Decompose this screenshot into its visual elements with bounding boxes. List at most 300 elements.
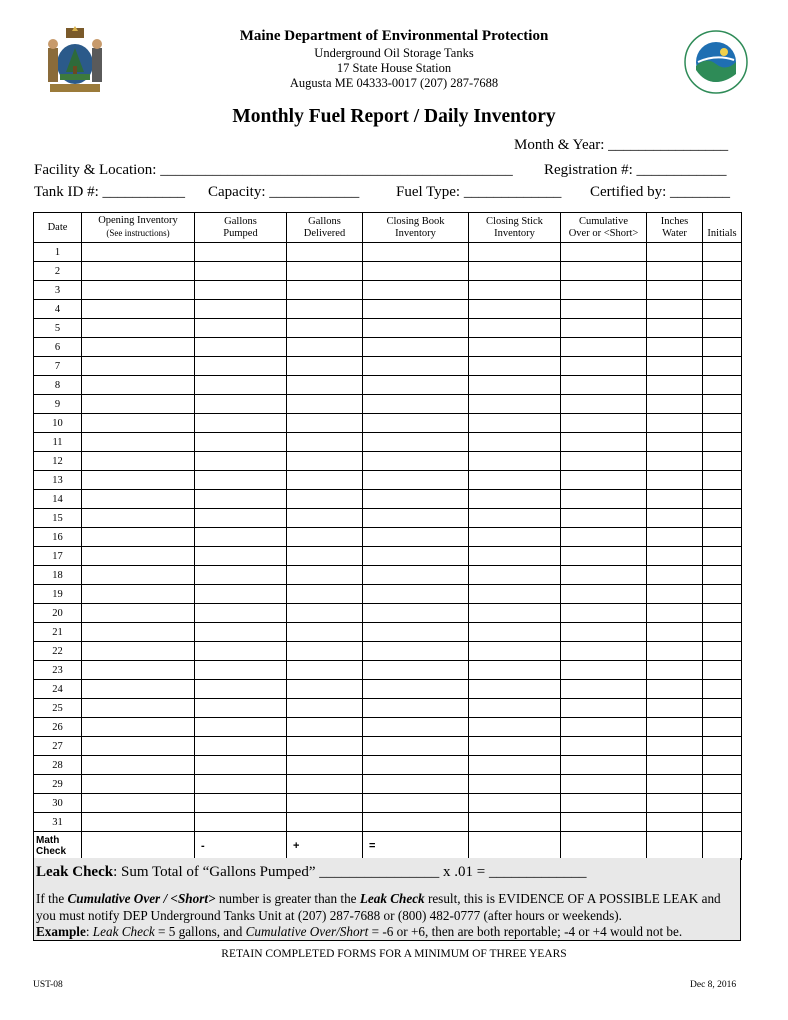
entry-cell[interactable] bbox=[195, 509, 287, 528]
entry-cell[interactable] bbox=[647, 509, 703, 528]
entry-cell[interactable] bbox=[195, 338, 287, 357]
entry-cell[interactable] bbox=[195, 794, 287, 813]
entry-cell[interactable] bbox=[469, 262, 561, 281]
entry-cell[interactable] bbox=[82, 832, 195, 860]
entry-cell[interactable] bbox=[195, 528, 287, 547]
entry-cell[interactable] bbox=[363, 585, 469, 604]
entry-cell[interactable] bbox=[703, 661, 742, 680]
entry-cell[interactable] bbox=[363, 794, 469, 813]
entry-cell[interactable] bbox=[287, 737, 363, 756]
entry-cell[interactable] bbox=[561, 490, 647, 509]
entry-cell[interactable] bbox=[363, 756, 469, 775]
entry-cell[interactable] bbox=[703, 300, 742, 319]
entry-cell[interactable] bbox=[287, 414, 363, 433]
entry-cell[interactable] bbox=[647, 604, 703, 623]
entry-cell[interactable] bbox=[469, 376, 561, 395]
entry-cell[interactable] bbox=[703, 471, 742, 490]
entry-cell[interactable] bbox=[363, 471, 469, 490]
entry-cell[interactable] bbox=[703, 585, 742, 604]
entry-cell[interactable] bbox=[363, 528, 469, 547]
entry-cell[interactable] bbox=[82, 414, 195, 433]
entry-cell[interactable] bbox=[703, 775, 742, 794]
entry-cell[interactable] bbox=[82, 319, 195, 338]
entry-cell[interactable] bbox=[287, 699, 363, 718]
entry-cell[interactable] bbox=[561, 718, 647, 737]
entry-cell[interactable] bbox=[287, 775, 363, 794]
entry-cell[interactable] bbox=[82, 718, 195, 737]
entry-cell[interactable] bbox=[363, 718, 469, 737]
month-year-field[interactable]: Month & Year: ________________ bbox=[514, 137, 729, 153]
entry-cell[interactable] bbox=[647, 490, 703, 509]
certified-by-field[interactable]: Certified by: ________ bbox=[590, 184, 730, 200]
entry-cell[interactable] bbox=[363, 300, 469, 319]
entry-cell[interactable] bbox=[561, 623, 647, 642]
entry-cell[interactable] bbox=[363, 661, 469, 680]
entry-cell[interactable] bbox=[647, 376, 703, 395]
entry-cell[interactable] bbox=[287, 623, 363, 642]
entry-cell[interactable] bbox=[195, 281, 287, 300]
entry-cell[interactable] bbox=[561, 243, 647, 262]
entry-cell[interactable] bbox=[703, 395, 742, 414]
entry-cell[interactable] bbox=[703, 414, 742, 433]
entry-cell[interactable] bbox=[195, 756, 287, 775]
entry-cell[interactable] bbox=[82, 604, 195, 623]
entry-cell[interactable] bbox=[363, 376, 469, 395]
entry-cell[interactable] bbox=[703, 623, 742, 642]
entry-cell[interactable] bbox=[647, 243, 703, 262]
note-emphasis: Leak Check bbox=[359, 891, 425, 906]
math-check-label-line1: Math bbox=[36, 834, 60, 846]
entry-cell[interactable] bbox=[363, 490, 469, 509]
entry-cell[interactable] bbox=[363, 414, 469, 433]
entry-cell[interactable] bbox=[469, 319, 561, 338]
entry-cell[interactable] bbox=[703, 699, 742, 718]
entry-cell[interactable] bbox=[561, 680, 647, 699]
entry-cell[interactable] bbox=[703, 794, 742, 813]
entry-cell[interactable] bbox=[469, 813, 561, 832]
entry-cell[interactable] bbox=[287, 490, 363, 509]
entry-cell[interactable] bbox=[469, 566, 561, 585]
entry-cell[interactable] bbox=[195, 414, 287, 433]
entry-cell[interactable] bbox=[195, 642, 287, 661]
entry-cell[interactable] bbox=[469, 737, 561, 756]
entry-cell[interactable] bbox=[469, 433, 561, 452]
entry-cell[interactable] bbox=[561, 547, 647, 566]
entry-cell[interactable] bbox=[363, 547, 469, 566]
column-header-line2: Over or <Short> bbox=[568, 227, 639, 239]
entry-cell[interactable] bbox=[561, 813, 647, 832]
math-operator-cell[interactable]: - bbox=[195, 832, 287, 860]
entry-cell[interactable] bbox=[703, 737, 742, 756]
form-number: UST-08 bbox=[33, 980, 63, 990]
entry-cell[interactable] bbox=[703, 338, 742, 357]
entry-cell[interactable] bbox=[703, 433, 742, 452]
column-header bbox=[561, 213, 647, 243]
entry-cell[interactable] bbox=[561, 585, 647, 604]
entry-cell[interactable] bbox=[703, 566, 742, 585]
entry-cell[interactable] bbox=[82, 300, 195, 319]
entry-cell[interactable] bbox=[195, 376, 287, 395]
entry-cell[interactable] bbox=[647, 832, 703, 860]
entry-cell[interactable] bbox=[469, 680, 561, 699]
entry-cell[interactable] bbox=[561, 699, 647, 718]
entry-cell[interactable] bbox=[82, 585, 195, 604]
entry-cell[interactable] bbox=[469, 528, 561, 547]
entry-cell[interactable] bbox=[195, 775, 287, 794]
entry-cell[interactable] bbox=[287, 680, 363, 699]
leak-check-line[interactable] bbox=[36, 864, 586, 881]
entry-cell[interactable] bbox=[647, 547, 703, 566]
entry-cell[interactable] bbox=[195, 566, 287, 585]
entry-cell[interactable] bbox=[287, 547, 363, 566]
entry-cell[interactable] bbox=[647, 281, 703, 300]
facility-location-field[interactable]: Facility & Location: _______________________________________________ bbox=[34, 162, 513, 178]
entry-cell[interactable] bbox=[647, 813, 703, 832]
entry-cell[interactable] bbox=[703, 528, 742, 547]
entry-cell[interactable] bbox=[363, 699, 469, 718]
leak-check-label: Leak Check bbox=[36, 864, 114, 880]
entry-cell[interactable] bbox=[195, 433, 287, 452]
table-row bbox=[34, 319, 742, 338]
entry-cell[interactable] bbox=[561, 319, 647, 338]
entry-cell[interactable] bbox=[561, 661, 647, 680]
entry-cell[interactable] bbox=[703, 813, 742, 832]
entry-cell[interactable] bbox=[195, 680, 287, 699]
entry-cell[interactable] bbox=[82, 433, 195, 452]
math-operator-cell[interactable]: + bbox=[287, 832, 363, 860]
entry-cell[interactable] bbox=[195, 243, 287, 262]
entry-cell[interactable] bbox=[561, 794, 647, 813]
entry-cell[interactable] bbox=[82, 737, 195, 756]
entry-cell[interactable] bbox=[561, 281, 647, 300]
entry-cell[interactable] bbox=[469, 490, 561, 509]
entry-cell[interactable] bbox=[82, 623, 195, 642]
entry-cell[interactable] bbox=[82, 775, 195, 794]
table-row bbox=[34, 433, 742, 452]
entry-cell[interactable] bbox=[195, 661, 287, 680]
column-header bbox=[469, 213, 561, 243]
entry-cell[interactable] bbox=[561, 414, 647, 433]
entry-cell[interactable] bbox=[469, 661, 561, 680]
entry-cell[interactable] bbox=[82, 642, 195, 661]
entry-cell[interactable] bbox=[287, 566, 363, 585]
entry-cell[interactable] bbox=[647, 566, 703, 585]
registration-field[interactable]: Registration #: ____________ bbox=[544, 162, 727, 178]
entry-cell[interactable] bbox=[287, 357, 363, 376]
tank-id-field[interactable]: Tank ID #: ___________ bbox=[34, 184, 186, 200]
day-number: 31 bbox=[34, 813, 82, 832]
entry-cell[interactable] bbox=[82, 509, 195, 528]
entry-cell[interactable] bbox=[287, 319, 363, 338]
entry-cell[interactable] bbox=[469, 452, 561, 471]
entry-cell[interactable] bbox=[703, 357, 742, 376]
entry-cell[interactable] bbox=[561, 737, 647, 756]
entry-cell[interactable] bbox=[287, 243, 363, 262]
entry-cell[interactable] bbox=[195, 604, 287, 623]
entry-cell[interactable] bbox=[703, 319, 742, 338]
entry-cell[interactable] bbox=[647, 794, 703, 813]
entry-cell[interactable] bbox=[703, 832, 742, 860]
entry-cell[interactable] bbox=[82, 338, 195, 357]
entry-cell[interactable] bbox=[703, 376, 742, 395]
entry-cell[interactable] bbox=[469, 794, 561, 813]
entry-cell[interactable] bbox=[363, 813, 469, 832]
entry-cell[interactable] bbox=[561, 528, 647, 547]
entry-cell[interactable] bbox=[363, 433, 469, 452]
entry-cell[interactable] bbox=[82, 794, 195, 813]
entry-cell[interactable] bbox=[469, 357, 561, 376]
entry-cell[interactable] bbox=[82, 661, 195, 680]
column-header-line2: Inventory bbox=[395, 227, 436, 239]
address-line-1: 17 State House Station bbox=[336, 61, 452, 75]
entry-cell[interactable] bbox=[82, 262, 195, 281]
entry-cell[interactable] bbox=[195, 623, 287, 642]
entry-cell[interactable] bbox=[469, 756, 561, 775]
entry-cell[interactable] bbox=[363, 642, 469, 661]
entry-cell[interactable] bbox=[287, 813, 363, 832]
entry-cell[interactable] bbox=[195, 452, 287, 471]
entry-cell[interactable] bbox=[195, 490, 287, 509]
entry-cell[interactable] bbox=[469, 338, 561, 357]
entry-cell[interactable] bbox=[647, 262, 703, 281]
entry-cell[interactable] bbox=[363, 357, 469, 376]
entry-cell[interactable] bbox=[561, 832, 647, 860]
entry-cell[interactable] bbox=[287, 338, 363, 357]
entry-cell[interactable] bbox=[363, 775, 469, 794]
entry-cell[interactable] bbox=[82, 756, 195, 775]
entry-cell[interactable] bbox=[82, 281, 195, 300]
entry-cell[interactable] bbox=[469, 642, 561, 661]
entry-cell[interactable] bbox=[703, 490, 742, 509]
day-number: 15 bbox=[34, 509, 82, 528]
entry-cell[interactable] bbox=[469, 585, 561, 604]
entry-cell[interactable] bbox=[647, 661, 703, 680]
entry-cell[interactable] bbox=[363, 604, 469, 623]
entry-cell[interactable] bbox=[647, 623, 703, 642]
entry-cell[interactable] bbox=[287, 528, 363, 547]
entry-cell[interactable] bbox=[561, 775, 647, 794]
entry-cell[interactable] bbox=[647, 471, 703, 490]
entry-cell[interactable] bbox=[287, 452, 363, 471]
entry-cell[interactable] bbox=[561, 433, 647, 452]
entry-cell[interactable] bbox=[647, 528, 703, 547]
daily-inventory-table bbox=[33, 212, 742, 860]
entry-cell[interactable] bbox=[647, 319, 703, 338]
column-header-line2: Delivered bbox=[303, 227, 346, 239]
entry-cell[interactable] bbox=[195, 585, 287, 604]
entry-cell[interactable] bbox=[287, 433, 363, 452]
entry-cell[interactable] bbox=[469, 300, 561, 319]
entry-cell[interactable] bbox=[195, 300, 287, 319]
entry-cell[interactable] bbox=[469, 509, 561, 528]
table-row bbox=[34, 528, 742, 547]
entry-cell[interactable] bbox=[469, 471, 561, 490]
entry-cell[interactable] bbox=[469, 832, 561, 860]
entry-cell[interactable] bbox=[469, 604, 561, 623]
entry-cell[interactable] bbox=[647, 699, 703, 718]
entry-cell[interactable] bbox=[703, 262, 742, 281]
entry-cell[interactable] bbox=[195, 471, 287, 490]
entry-cell[interactable] bbox=[561, 300, 647, 319]
entry-cell[interactable] bbox=[561, 471, 647, 490]
day-number: 13 bbox=[34, 471, 82, 490]
table-row bbox=[34, 452, 742, 471]
day-number: 28 bbox=[34, 756, 82, 775]
entry-cell[interactable] bbox=[287, 395, 363, 414]
entry-cell[interactable] bbox=[561, 642, 647, 661]
table-row bbox=[34, 490, 742, 509]
entry-cell[interactable] bbox=[82, 547, 195, 566]
entry-cell[interactable] bbox=[561, 452, 647, 471]
entry-cell[interactable] bbox=[647, 357, 703, 376]
entry-cell[interactable] bbox=[195, 547, 287, 566]
entry-cell[interactable] bbox=[363, 281, 469, 300]
entry-cell[interactable] bbox=[195, 718, 287, 737]
entry-cell[interactable] bbox=[287, 794, 363, 813]
entry-cell[interactable] bbox=[561, 566, 647, 585]
entry-cell[interactable] bbox=[561, 509, 647, 528]
entry-cell[interactable] bbox=[363, 262, 469, 281]
entry-cell[interactable] bbox=[561, 604, 647, 623]
address-line-2: Augusta ME 04333-0017 (207) 287-7688 bbox=[289, 76, 499, 90]
entry-cell[interactable] bbox=[363, 680, 469, 699]
fuel-type-field[interactable]: Fuel Type: _____________ bbox=[396, 184, 562, 200]
day-number: 21 bbox=[34, 623, 82, 642]
entry-cell[interactable] bbox=[703, 718, 742, 737]
entry-cell[interactable] bbox=[703, 642, 742, 661]
leak-check-formula: : Sum Total of “Gallons Pumped” ________________ x .01 = _____________ bbox=[113, 864, 587, 880]
entry-cell[interactable] bbox=[561, 376, 647, 395]
entry-cell[interactable] bbox=[287, 756, 363, 775]
entry-cell[interactable] bbox=[363, 509, 469, 528]
entry-cell[interactable] bbox=[469, 718, 561, 737]
capacity-field[interactable]: Capacity: ____________ bbox=[208, 184, 360, 200]
entry-cell[interactable] bbox=[703, 756, 742, 775]
entry-cell[interactable] bbox=[287, 281, 363, 300]
entry-cell[interactable] bbox=[287, 262, 363, 281]
entry-cell[interactable] bbox=[363, 566, 469, 585]
entry-cell[interactable] bbox=[647, 433, 703, 452]
entry-cell[interactable] bbox=[561, 756, 647, 775]
entry-cell[interactable] bbox=[469, 699, 561, 718]
entry-cell[interactable] bbox=[363, 737, 469, 756]
entry-cell[interactable] bbox=[647, 452, 703, 471]
entry-cell[interactable] bbox=[647, 642, 703, 661]
day-number: 7 bbox=[34, 357, 82, 376]
entry-cell[interactable] bbox=[82, 471, 195, 490]
entry-cell[interactable] bbox=[82, 680, 195, 699]
entry-cell[interactable] bbox=[469, 623, 561, 642]
entry-cell[interactable] bbox=[82, 813, 195, 832]
entry-cell[interactable] bbox=[561, 357, 647, 376]
entry-cell[interactable] bbox=[195, 395, 287, 414]
note-text: number is greater than the bbox=[215, 891, 360, 906]
entry-cell[interactable] bbox=[82, 699, 195, 718]
entry-cell[interactable] bbox=[647, 775, 703, 794]
entry-cell[interactable] bbox=[287, 376, 363, 395]
entry-cell[interactable] bbox=[363, 243, 469, 262]
column-header-line2: Pumped bbox=[223, 227, 258, 239]
entry-cell[interactable] bbox=[82, 452, 195, 471]
entry-cell[interactable] bbox=[703, 281, 742, 300]
entry-cell[interactable] bbox=[363, 319, 469, 338]
entry-cell[interactable] bbox=[469, 395, 561, 414]
entry-cell[interactable] bbox=[561, 395, 647, 414]
entry-cell[interactable] bbox=[647, 395, 703, 414]
entry-cell[interactable] bbox=[195, 319, 287, 338]
math-operator-cell[interactable]: = bbox=[363, 832, 469, 860]
entry-cell[interactable] bbox=[82, 357, 195, 376]
entry-cell[interactable] bbox=[647, 585, 703, 604]
entry-cell[interactable] bbox=[647, 680, 703, 699]
entry-cell[interactable] bbox=[82, 395, 195, 414]
entry-cell[interactable] bbox=[647, 414, 703, 433]
entry-cell[interactable] bbox=[287, 471, 363, 490]
example-emphasis: Leak Check bbox=[92, 924, 155, 939]
agency-name: Maine Department of Environmental Protection bbox=[239, 28, 549, 44]
entry-cell[interactable] bbox=[195, 813, 287, 832]
entry-cell[interactable] bbox=[469, 414, 561, 433]
entry-cell[interactable] bbox=[363, 338, 469, 357]
entry-cell[interactable] bbox=[287, 604, 363, 623]
day-number: 24 bbox=[34, 680, 82, 699]
table-row bbox=[34, 813, 742, 832]
entry-cell[interactable] bbox=[561, 262, 647, 281]
entry-cell[interactable] bbox=[561, 338, 647, 357]
entry-cell[interactable] bbox=[647, 338, 703, 357]
entry-cell[interactable] bbox=[82, 243, 195, 262]
entry-cell[interactable] bbox=[363, 452, 469, 471]
entry-cell[interactable] bbox=[195, 737, 287, 756]
entry-cell[interactable] bbox=[703, 680, 742, 699]
entry-cell[interactable] bbox=[287, 661, 363, 680]
entry-cell[interactable] bbox=[647, 756, 703, 775]
entry-cell[interactable] bbox=[363, 395, 469, 414]
entry-cell[interactable] bbox=[287, 585, 363, 604]
entry-cell[interactable] bbox=[469, 547, 561, 566]
entry-cell[interactable] bbox=[703, 547, 742, 566]
column-header bbox=[703, 213, 742, 243]
entry-cell[interactable] bbox=[647, 300, 703, 319]
entry-cell[interactable] bbox=[195, 357, 287, 376]
entry-cell[interactable] bbox=[703, 452, 742, 471]
entry-cell[interactable] bbox=[363, 623, 469, 642]
entry-cell[interactable] bbox=[287, 300, 363, 319]
entry-cell[interactable] bbox=[469, 281, 561, 300]
column-header-line2: Water bbox=[662, 227, 687, 239]
entry-cell[interactable] bbox=[287, 509, 363, 528]
column-header-line1: Gallons bbox=[308, 215, 341, 227]
entry-cell[interactable] bbox=[82, 566, 195, 585]
entry-cell[interactable] bbox=[82, 376, 195, 395]
entry-cell[interactable] bbox=[195, 699, 287, 718]
entry-cell[interactable] bbox=[195, 262, 287, 281]
entry-cell[interactable] bbox=[469, 775, 561, 794]
entry-cell[interactable] bbox=[703, 509, 742, 528]
table-row bbox=[34, 566, 742, 585]
entry-cell[interactable] bbox=[703, 604, 742, 623]
entry-cell[interactable] bbox=[647, 737, 703, 756]
entry-cell[interactable] bbox=[469, 243, 561, 262]
entry-cell[interactable] bbox=[82, 490, 195, 509]
entry-cell[interactable] bbox=[647, 718, 703, 737]
entry-cell[interactable] bbox=[287, 718, 363, 737]
table-row bbox=[34, 395, 742, 414]
entry-cell[interactable] bbox=[287, 642, 363, 661]
day-number: 8 bbox=[34, 376, 82, 395]
entry-cell[interactable] bbox=[703, 243, 742, 262]
entry-cell[interactable] bbox=[82, 528, 195, 547]
